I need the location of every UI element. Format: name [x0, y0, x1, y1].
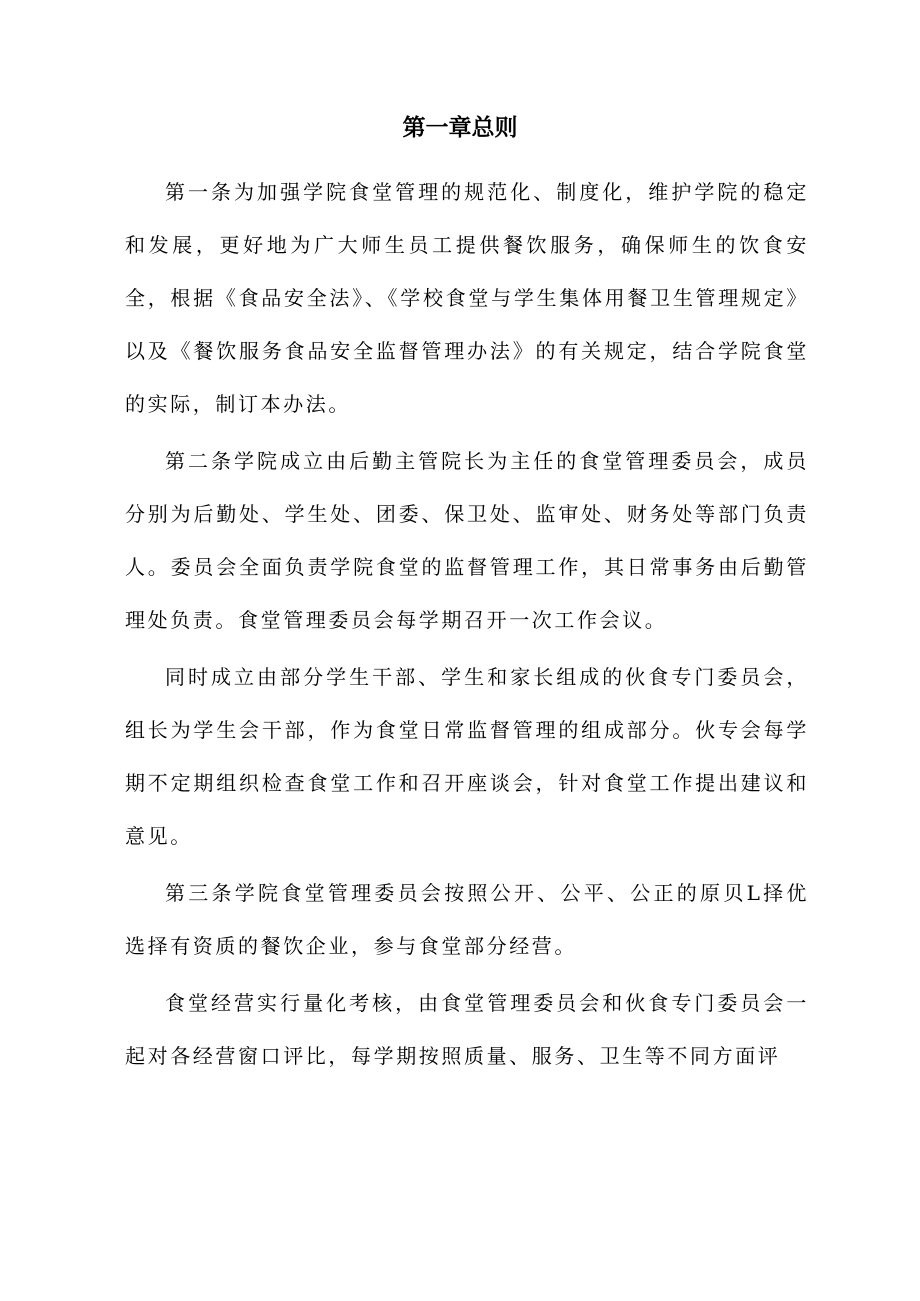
- paragraph-food-committee: 同时成立由部分学生干部、学生和家长组成的伙食专门委员会，组长为学生会干部，作为食堂日常监督管理的组成部分。伙专会每学期不定期组织检查食堂工作和召开座谈会，针对食堂工作提出建议和意见。: [125, 665, 809, 848]
- paragraph-article-1: 第一条为加强学院食堂管理的规范化、制度化，维护学院的稳定和发展，更好地为广大师生员工提供餐饮服务，确保师生的饮食安全，根据《食品安全法》、《学校食堂与学生集体用餐卫生管理规定》以及《餐饮服务食品安全监督管理办法》的有关规定，结合学院食堂的实际，制订本办法。: [125, 180, 809, 416]
- paragraph-assessment: 食堂经营实行量化考核，由食堂管理委员会和伙食专门委员会一起对各经营窗口评比，每学期按照质量、服务、卫生等不同方面评: [125, 991, 809, 1068]
- paragraph-article-2: 第二条学院成立由后勤主管院长为主任的食堂管理委员会，成员分别为后勤处、学生处、团委、保卫处、监审处、财务处等部门负责人。委员会全面负责学院食堂的监督管理工作，其日常事务由后勤管理处负责。食堂管理委员会每学期召开一次工作会议。: [125, 449, 809, 632]
- chapter-title: 第一章总则: [402, 115, 518, 141]
- paragraph-article-3: 第三条学院食堂管理委员会按照公开、公平、公正的原贝L择优选择有资质的餐饮企业，参与食堂部分经营。: [125, 881, 809, 958]
- document-body: [125, 166, 809, 1083]
